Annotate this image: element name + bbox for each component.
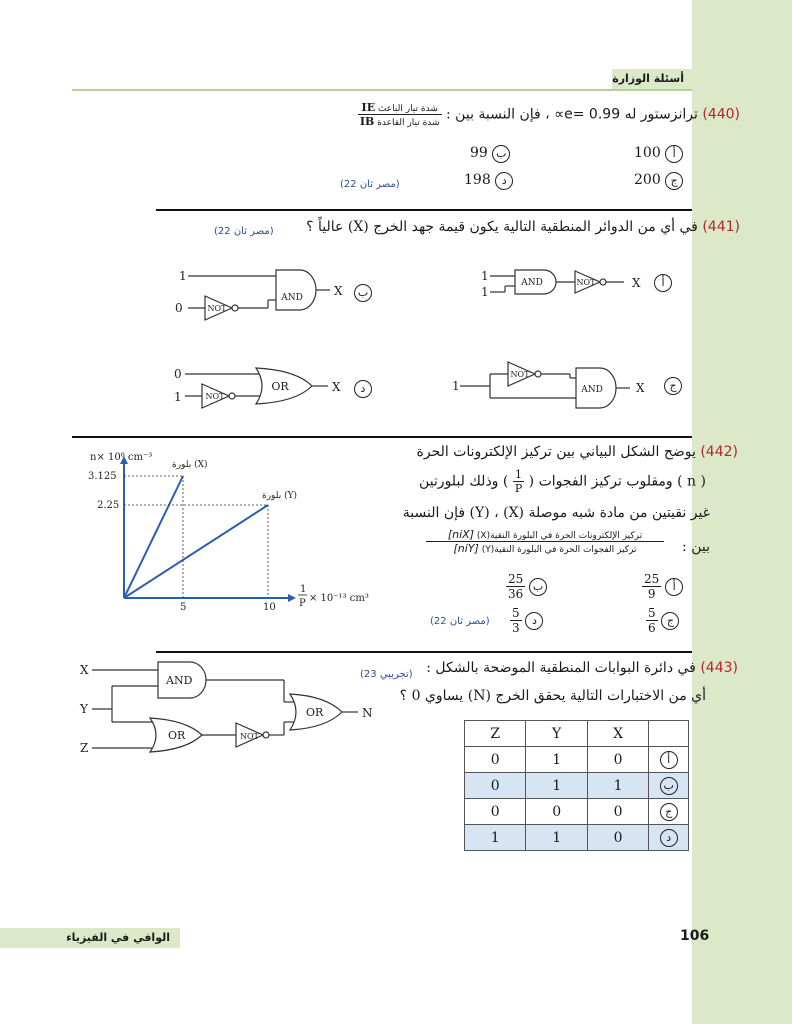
and-gate-label: AND (166, 674, 193, 687)
q441-d-in2: 1 (174, 390, 182, 404)
row4-x: 0 (587, 825, 648, 851)
q440-option-d[interactable] (464, 172, 513, 190)
q440-option-d-value: 198 (464, 172, 491, 188)
q441-c-and-label: AND (581, 385, 603, 395)
row2-z: 0 (465, 773, 526, 799)
divider-441-442 (72, 436, 692, 438)
x-tick-10: 10 (263, 602, 276, 613)
row4-marker: د (660, 829, 678, 847)
x-axis-frac-den: P (299, 598, 306, 609)
or-gate-1-label: OR (168, 729, 186, 742)
q441-stem (300, 219, 740, 235)
header-x: X (587, 721, 648, 747)
table-row[interactable] (465, 825, 689, 851)
row2-y: 1 (526, 773, 587, 799)
y-tick-225: 2.25 (97, 500, 120, 511)
q442-d-den: 3 (512, 621, 520, 635)
or-gate-2-label: OR (306, 706, 324, 719)
q441-text: في أي من الدوائر المنطقية التالية يكون قيمة جهد الخرج (X) عالياً ؟ (306, 219, 698, 235)
q441-c-out: X (636, 381, 645, 395)
q442-ratio-num-sym: [niX] (447, 528, 474, 541)
q440-den-symbol: IB (359, 115, 375, 128)
q440-option-c[interactable] (634, 172, 683, 190)
q441-option-c-marker[interactable]: ج (664, 377, 682, 395)
q441-d-or-label: OR (271, 380, 289, 393)
q442-a-den: 9 (647, 587, 656, 601)
q441-a-in2: 1 (481, 285, 489, 299)
q443-number: (443) (700, 660, 738, 676)
q442-line1 (360, 444, 738, 460)
q441-c-in: 1 (452, 379, 460, 393)
q442-b-num: 25 (508, 572, 524, 586)
q442-option-a-marker: أ (665, 578, 683, 596)
q440-text-main: ترانزستور له (624, 106, 698, 123)
q441-circuit-d (185, 368, 328, 408)
x-axis-frac-num: 1 (300, 584, 307, 595)
row2-x: 1 (587, 773, 648, 799)
divider-442-443 (156, 651, 692, 653)
q441-option-b-marker[interactable]: ب (354, 284, 372, 302)
option-b-marker: ب (492, 145, 510, 163)
row3-z: 0 (465, 799, 526, 825)
q441-a-in1: 1 (481, 269, 489, 283)
q442-line2-frac (513, 468, 524, 495)
truth-table (464, 720, 689, 851)
q440-alpha: ∝e= 0.99 (554, 106, 621, 123)
q440-comma: ، (545, 106, 550, 123)
option-c-marker: ج (665, 172, 683, 190)
q440-num-symbol: IE (361, 101, 376, 114)
row2-marker: ب (660, 777, 678, 795)
q443-text1: في دائرة البوابات المنطقية الموضحة بالشكل : (426, 660, 696, 676)
q442-between: بين : (682, 539, 710, 555)
q442-option-b[interactable] (506, 572, 547, 601)
q441-circuits (0, 250, 692, 420)
q442-line2-b: ) وذلك لبلورتين (419, 473, 509, 490)
row4-y: 1 (526, 825, 587, 851)
q441-b-in1: 1 (179, 269, 187, 283)
q442-option-b-marker: ب (529, 578, 547, 596)
q440-ratio-fraction (358, 101, 442, 128)
q442-option-a[interactable] (642, 572, 683, 601)
section-tab-label: أسئلة الوزارة (612, 72, 684, 85)
row1-choice[interactable] (649, 747, 689, 773)
q442-line2-frac-den: P (514, 482, 523, 495)
x-axis-label: × 10⁻¹³ cm³ (309, 593, 369, 604)
q442-ratio-den-text: تركيز الفجوات الحرة في البلورة النقية(Y) (481, 545, 637, 555)
q442-ratio-num-text: تركيز الإلكترونات الحرة في البلورة النقية(X) (476, 531, 643, 541)
q442-c-den: 6 (648, 621, 656, 635)
y-tick-3125: 3.125 (88, 471, 117, 482)
q440-text-ratio: فإن النسبة بين : (446, 106, 541, 123)
row3-x: 0 (587, 799, 648, 825)
q441-a-out: X (632, 276, 641, 290)
q441-b-not-label: NOT (207, 304, 227, 313)
footer-book-title: الوافي في الفيزياء (66, 931, 170, 944)
q441-a-and-label: AND (521, 278, 543, 288)
row3-choice[interactable] (649, 799, 689, 825)
q441-option-d-marker[interactable]: د (354, 380, 372, 398)
q442-line2-frac-num: 1 (513, 468, 524, 482)
q441-d-not-label: NOT (205, 392, 225, 401)
row4-choice[interactable] (649, 825, 689, 851)
q442-c-num: 5 (648, 606, 656, 620)
q441-b-in2: 0 (175, 301, 183, 315)
input-z-label: Z (80, 741, 89, 755)
table-header-row (465, 721, 689, 747)
q441-source: (مصر ثان 22) (214, 226, 274, 237)
q441-b-and-label: AND (281, 293, 303, 303)
q441-number: (441) (702, 219, 740, 235)
q440-option-a[interactable] (634, 145, 683, 163)
q442-line2-a: ( n ) ومقلوب تركيز الفجوات ( (528, 473, 706, 490)
option-d-marker: د (495, 172, 513, 190)
q442-b-den: 36 (508, 587, 524, 601)
row1-y: 1 (526, 747, 587, 773)
row1-z: 0 (465, 747, 526, 773)
table-row[interactable] (465, 773, 689, 799)
q440-num-label: شدة تيار الباعث (377, 104, 438, 114)
output-n-label: N (362, 706, 373, 720)
q442-source: (مصر ثان 22) (430, 616, 490, 627)
q440-stem (320, 101, 740, 128)
table-row[interactable] (465, 799, 689, 825)
q442-d-num: 5 (512, 606, 520, 620)
header-y: Y (526, 721, 587, 747)
q440-option-c-value: 200 (634, 172, 661, 188)
q440-number: (440) (702, 106, 740, 123)
table-row[interactable] (465, 747, 689, 773)
row1-marker: أ (660, 751, 678, 769)
q443-circuit (70, 656, 390, 766)
q441-d-in1: 0 (174, 367, 182, 381)
q442-option-c[interactable] (646, 606, 679, 635)
y-axis-label: n× 10⁸ cm⁻³ (90, 452, 153, 463)
q441-c-not-label: NOT (510, 370, 530, 379)
q442-line1-text: يوضح الشكل البياني بين تركيز الإلكترونات الحرة (416, 444, 696, 460)
divider-440-441 (156, 209, 692, 211)
q440-option-a-value: 100 (634, 145, 661, 161)
q440-option-b-value: 99 (470, 145, 488, 161)
input-y-label: Y (80, 702, 88, 716)
header-choice (649, 721, 689, 747)
q440-option-b[interactable] (470, 145, 510, 163)
q441-b-out: X (334, 284, 343, 298)
q441-circuit-c (460, 362, 630, 408)
x-tick-5: 5 (180, 602, 187, 613)
q442-line2 (380, 468, 706, 495)
q443-line1 (420, 660, 738, 676)
q443-text2: أي من الاختبارات التالية يحقق الخرج (N) يساوي 0 ؟ (399, 688, 706, 704)
row1-x: 0 (587, 747, 648, 773)
row4-z: 1 (465, 825, 526, 851)
label-crystal-y: بلورة (Y) (262, 491, 298, 501)
q442-option-c-marker: ج (661, 612, 679, 630)
page-number: 106 (680, 928, 710, 944)
header-z: Z (465, 721, 526, 747)
row3-marker: ج (660, 803, 678, 821)
q442-number: (442) (700, 444, 738, 460)
label-crystal-x: بلورة (X) (172, 460, 208, 470)
q442-ratio-den-sym: [niY] (453, 542, 479, 555)
q442-option-d[interactable] (510, 606, 543, 635)
header-rule (72, 89, 692, 91)
option-a-marker: أ (665, 145, 683, 163)
q441-d-out: X (332, 380, 341, 394)
input-x-label: X (80, 663, 89, 677)
q440-source: (مصر ثان 22) (340, 179, 400, 190)
q440-den-label: شدة تيار القاعدة (377, 118, 440, 128)
q441-circuit-a (490, 270, 624, 294)
not-gate-label: NOT (240, 732, 259, 741)
q441-a-not-label: NOT (576, 278, 596, 287)
q442-graph (70, 442, 390, 628)
q441-option-a-marker[interactable]: أ (654, 274, 672, 292)
q442-option-d-marker: د (525, 612, 543, 630)
q442-a-num: 25 (644, 572, 660, 586)
row2-choice[interactable] (649, 773, 689, 799)
q442-ratio-fraction (426, 528, 664, 555)
row3-y: 0 (526, 799, 587, 825)
q442-line3: غير نقيتين من مادة شبه موصلة (X) ، (Y) فإن النسبة (402, 505, 710, 521)
q443-source: (تجريبي 23) (360, 669, 413, 680)
